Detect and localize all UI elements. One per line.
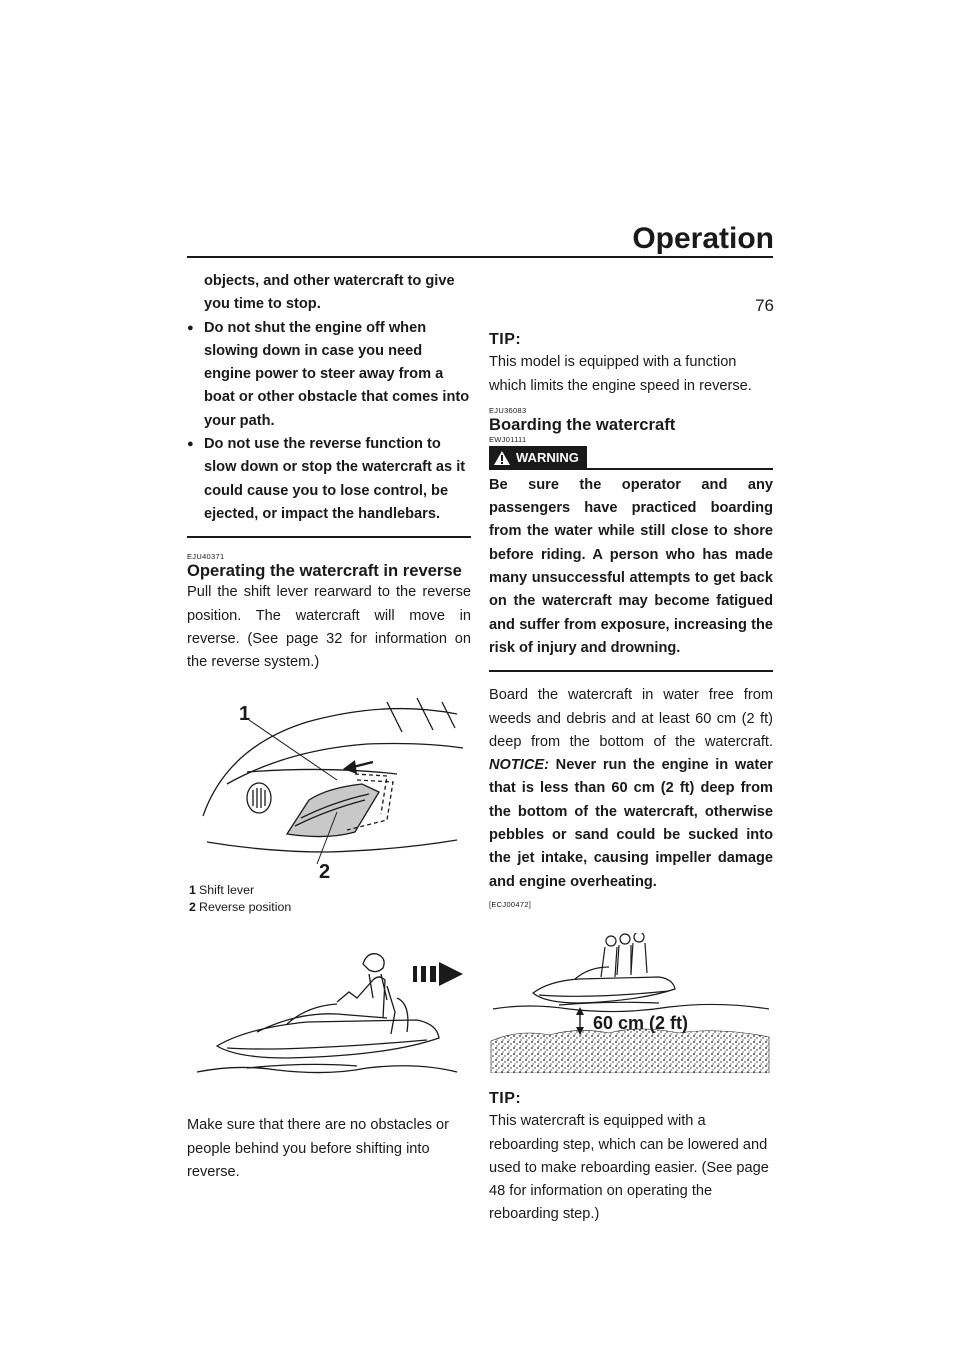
warning-badge	[489, 446, 587, 470]
legend-item-2: 2 Reverse position	[189, 900, 292, 915]
header-rule	[187, 256, 773, 258]
warning-code: EWJ01111	[489, 434, 527, 444]
left-column	[187, 270, 471, 1184]
page-number: 76	[755, 296, 774, 315]
closing-text: Make sure that there are no obstacles or people behind you before shifting into reverse.	[187, 1117, 450, 1181]
notice-label: NOTICE:	[489, 757, 549, 774]
depth-label: 60 cm (2 ft)	[593, 1012, 689, 1033]
reverse-watercraft-figure	[187, 940, 471, 1090]
warning-bullet-2: ● Do not use the reverse function to slow down or stop the watercraft as it could cause you to lose control, be ejected, or impact the handlebars.	[187, 433, 471, 526]
section-title-boarding: Boarding the watercraft	[489, 414, 676, 434]
warning-triangle-icon	[493, 450, 511, 466]
warning-end-rule	[187, 536, 471, 538]
reverse-watercraft-illustration	[187, 940, 471, 1090]
section-title-reverse: Operating the watercraft in reverse	[187, 561, 462, 581]
depth-illustration	[489, 933, 773, 1073]
reverse-body-text: Pull the shift lever rearward to the reverse position. The watercraft will move in reverse. (See page 32 for information on the reverse system.)	[187, 584, 471, 671]
warning-label: WARNING	[516, 450, 579, 466]
page-header-title: Operation	[632, 222, 774, 255]
right-column	[489, 270, 773, 1227]
callout-1: 1	[239, 703, 251, 726]
notice-code: [ECJ00472]	[489, 899, 532, 909]
warning-header-rule	[587, 468, 773, 470]
legend-item-1: 1 Shift lever	[189, 883, 255, 898]
section-code-boarding: EJU36083	[489, 405, 527, 415]
warning-header	[489, 446, 773, 470]
figure-legend	[187, 882, 471, 916]
tip-body-2: This watercraft is equipped with a reboarding step, which can be lowered and used to make reboarding easier. (See page 48 for information on operating the reboarding step.)	[489, 1113, 769, 1223]
notice-text: Never run the engine in water that is less than 60 cm (2 ft) deep from the bottom of the watercraft, otherwise pebbles or sand could be sucked into the jet intake, causing impeller damage and engine overheating.	[489, 757, 773, 890]
shift-lever-figure	[187, 692, 471, 882]
warning-end-rule-right	[489, 670, 773, 672]
tip-title-1: TIP:	[489, 331, 522, 348]
warning-bullet-1: ● Do not shut the engine off when slowing down in case you need engine power to steer away from a boat or other obstacle that comes into your path.	[187, 317, 471, 433]
tip-title-2: TIP:	[489, 1089, 522, 1107]
shift-lever-illustration	[187, 692, 471, 882]
warning-continuation: objects, and other watercraft to give you time to stop.	[204, 273, 455, 313]
tip-body-1: This model is equipped with a function which limits the engine speed in reverse.	[489, 354, 752, 394]
warning-text: Be sure the operator and any passengers have practiced boarding from the water while still close to shore before riding. A person who has made many unsuccessful attempts to get back on the watercraft may become fatigued and suffer from exposure, increasing the risk of injury and drowning.	[489, 476, 773, 656]
callout-2: 2	[319, 861, 331, 883]
boarding-body-text: Board the watercraft in water free from weeds and debris and at least 60 cm (2 ft) deep from the bottom of the watercraft. NOTICE: Never run the engine in water that is less than 60 cm (2 ft) deep from the bottom of the watercraft, otherwise pebbles or sand could be sucked into the jet intake, causing impeller damage and engine overheating.	[489, 687, 773, 890]
depth-figure	[489, 933, 773, 1073]
section-code: EJU40371	[187, 552, 225, 562]
